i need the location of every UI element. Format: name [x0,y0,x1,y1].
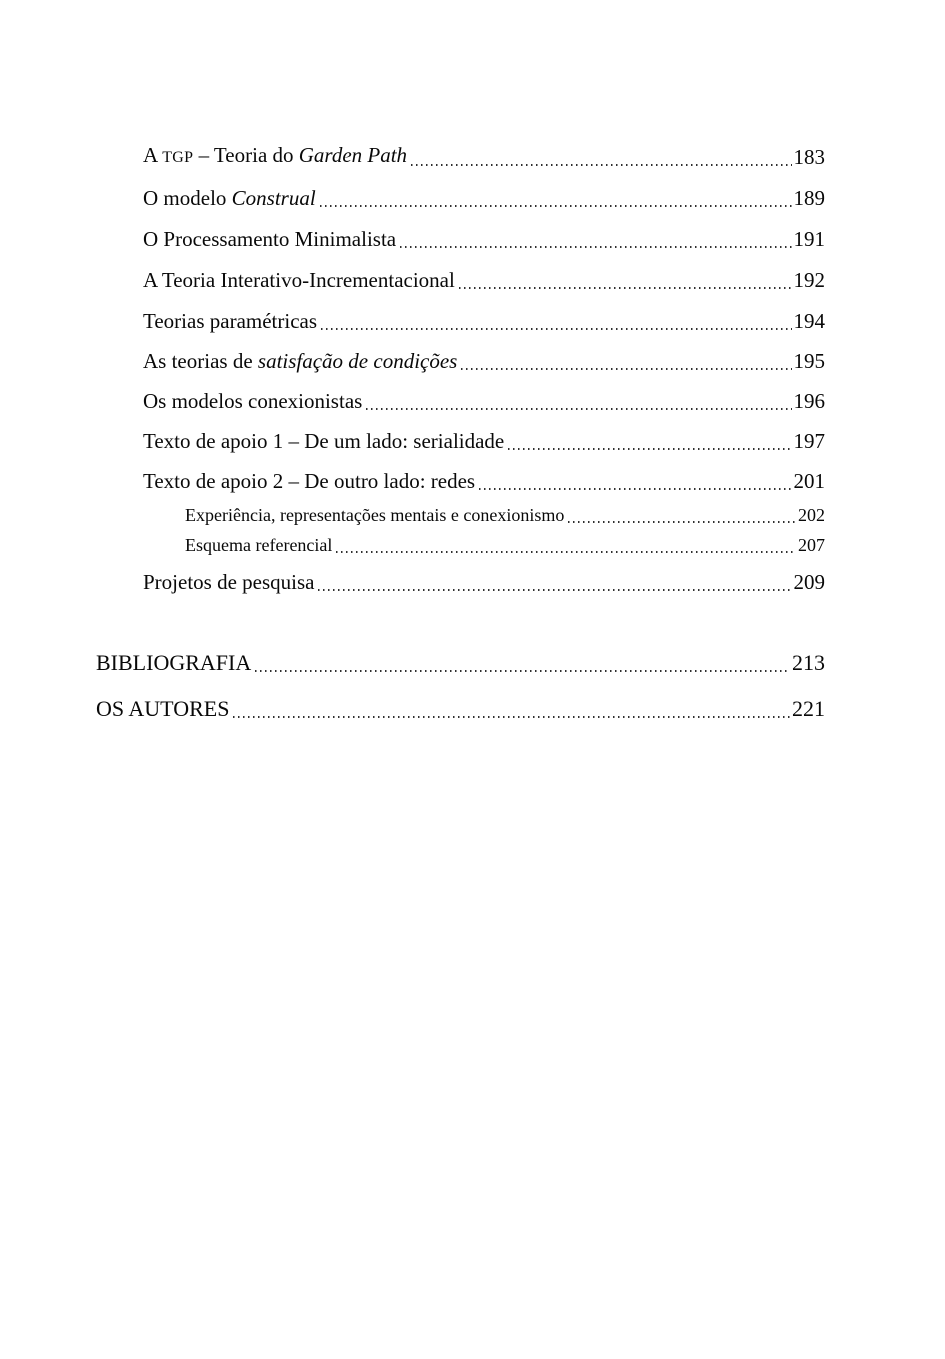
dotted-leader [400,246,791,248]
toc-entry-title [143,308,317,335]
dotted-leader [318,589,791,591]
table-of-contents [96,142,825,723]
toc-run: A [143,143,163,167]
dotted-leader [255,670,790,672]
toc-run-italic: Garden Path [298,143,408,167]
dotted-leader [459,287,792,289]
toc-entry [143,348,825,375]
toc-entry-title [143,428,504,455]
toc-page-number: 191 [793,227,825,251]
toc-run: Texto de apoio 2 – De outro lado: redes [143,469,476,493]
dotted-leader [233,716,790,718]
toc-entry-title [143,569,314,596]
dotted-leader [320,205,792,207]
toc-entry [143,428,825,455]
toc-page-number: 209 [793,570,825,594]
dotted-leader [321,328,791,330]
toc-entry-title [143,388,362,415]
toc-run: Esquema referencial [185,535,333,555]
toc-page-number: 189 [793,186,825,210]
toc-page-number: 207 [798,535,825,555]
toc-entry [143,142,825,171]
toc-entry-title [96,695,229,723]
toc-entry [143,308,825,335]
toc-run: – Teoria do [193,143,299,167]
toc-page-number: 195 [793,349,825,373]
toc-entry-title [143,468,475,495]
toc-run: O modelo [143,186,232,210]
toc-entry [96,649,825,677]
toc-entry [143,185,825,212]
toc-entry [185,504,825,527]
toc-entry-title [143,267,455,294]
toc-page-number: 183 [793,145,825,169]
toc-entry-title [143,348,457,375]
dotted-leader [336,551,796,553]
toc-entry [143,388,825,415]
toc-page-number: 213 [792,650,825,675]
toc-page-number: 202 [798,505,825,525]
toc-page-number: 197 [793,429,825,453]
toc-entry-title [143,226,396,253]
toc-page-number: 194 [793,309,825,333]
dotted-leader [508,448,791,450]
toc-entry-title [96,649,251,677]
toc-entry [143,267,825,294]
toc-page-number: 192 [793,268,825,292]
dotted-leader [366,408,791,410]
dotted-leader [568,521,796,523]
toc-run-italic: Construal [231,186,316,210]
toc-run: BIBLIOGRAFIA [96,650,252,675]
toc-run: O Processamento Minimalista [143,227,397,251]
toc-entry [96,695,825,723]
toc-entry-title [185,534,332,557]
toc-entry [185,534,825,557]
toc-run: OS AUTORES [96,696,230,721]
toc-entry-title [143,185,316,212]
toc-page-number: 221 [792,696,825,721]
toc-entry-title [143,142,407,171]
toc-page-number: 201 [793,469,825,493]
toc-run: Teorias paramétricas [143,309,318,333]
toc-run: Projetos de pesquisa [143,570,315,594]
toc-entry [143,569,825,596]
toc-run: A Teoria Interativo-Incrementacional [143,268,455,292]
toc-run-smallcaps: TGP [162,149,194,166]
toc-entry [143,226,825,253]
toc-entry-title [185,504,564,527]
toc-run-italic: satisfação de condições [257,349,458,373]
toc-run: Texto de apoio 1 – De um lado: serialidade [143,429,505,453]
toc-page-number: 196 [793,389,825,413]
toc-run: As teorias de [143,349,258,373]
dotted-leader [479,488,791,490]
toc-run: Experiência, representações mentais e conexionismo [185,505,565,525]
dotted-leader [411,164,791,166]
toc-run: Os modelos conexionistas [143,389,363,413]
dotted-leader [461,368,791,370]
toc-entry [143,468,825,495]
